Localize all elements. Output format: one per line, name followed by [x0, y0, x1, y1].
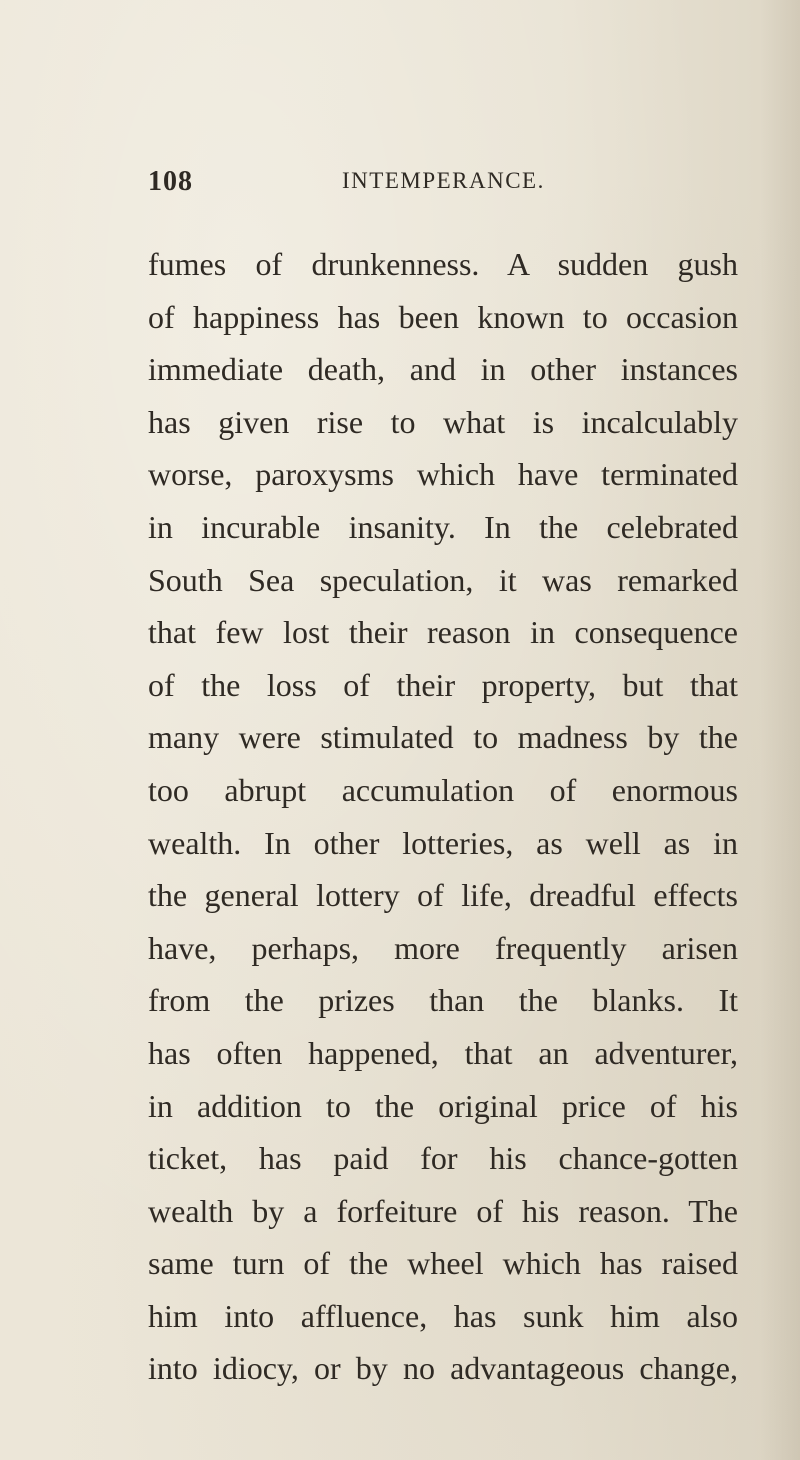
text-line: him into affluence, has sunk him also [148, 1297, 738, 1334]
text-line: immediate death, and in other instances [148, 351, 738, 388]
text-line: fumes of drunkenness. A sudden gush [148, 246, 738, 282]
text-line: have, perhaps, more frequently arisen [148, 929, 738, 966]
text-line: the general lottery of life, dreadful effects [148, 877, 738, 914]
text-line: too abrupt accumulation of enormous [148, 771, 738, 808]
running-title: INTEMPERANCE. [342, 168, 545, 193]
text-line: same turn of the wheel which has raised [148, 1245, 738, 1282]
text-line: wealth. In other lotteries, as well as in [148, 824, 738, 861]
body-text [148, 238, 738, 1395]
text-line: has often happened, that an adventurer, [148, 1034, 738, 1071]
page-number: 108 [148, 166, 193, 197]
text-line: South Sea speculation, it was remarked [148, 561, 738, 598]
text-line: of happiness has been known to occasion [148, 298, 738, 335]
text-line: ticket, has paid for his chance-gotten [148, 1140, 738, 1177]
running-head [148, 166, 748, 206]
text-line: in addition to the original price of his [148, 1087, 738, 1124]
text-line: wealth by a forfeiture of his reason. The [148, 1192, 738, 1229]
text-line: has given rise to what is incalculably [148, 403, 738, 440]
text-line: of the loss of their property, but that [148, 666, 738, 703]
text-line: into idiocy, or by no advantageous change, [148, 1350, 738, 1387]
text-line: many were stimulated to madness by the [148, 719, 738, 756]
text-line: in incurable insanity. In the celebrated [148, 508, 738, 545]
text-line: that few lost their reason in consequence [148, 614, 738, 651]
text-line: worse, paroxysms which have terminated [148, 456, 738, 493]
text-line: from the prizes than the blanks. It [148, 982, 738, 1019]
